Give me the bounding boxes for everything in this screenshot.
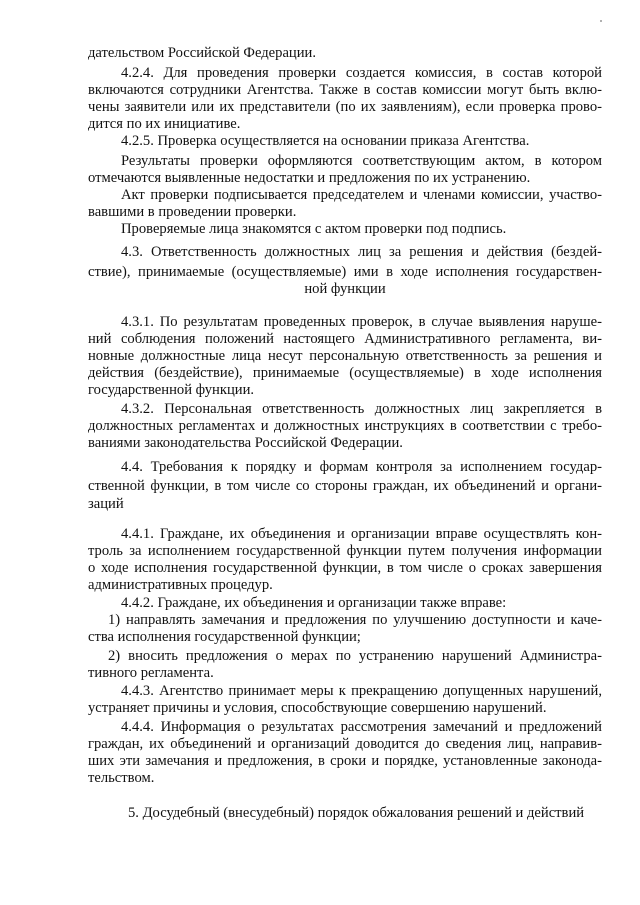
text-line: Проверяемые лица знакомятся с актом проверки под подпись. [121,221,507,237]
text-line: дательством Российской Федерации. [88,45,317,61]
text-line: должностных регламентах и должностных инструкциях в соответствии с требо- [88,418,602,434]
text-line: тельством. [88,770,155,786]
text-line: 4.4.2. Граждане, их объединения и организации также вправе: [121,595,507,611]
text-line: действия (бездействие), принимаемые (осуществляемые) в ходе исполнения [88,365,602,381]
section-heading-5: 5. Досудебный (внесудебный) порядок обжалования решений и действий [128,805,585,821]
text-line: троль за исполнением государственной функции путем получения информации [88,543,602,559]
text-line: дится по их инициативе. [88,116,241,132]
text-line: 4.4.3. Агентство принимает меры к прекращению допущенных нарушений, [121,683,602,699]
text-line: 4.3.2. Персональная ответственность должностных лиц закрепляется в [121,401,602,417]
section-heading-4-3: ной функции [304,281,386,297]
text-line: граждан, их объединений и организаций доводится до сведения лиц, направив- [88,736,602,752]
text-line: государственной функции. [88,382,255,398]
section-heading-4-4: 4.4. Требования к порядку и формам контроля за исполнением государ- [121,459,602,475]
list-item: ства исполнения государственной функции; [88,629,361,645]
text-line: отмечаются выявленные недостатки и предложения по их устранению. [88,170,531,186]
section-heading-4-4: заций [88,496,124,512]
text-line: новные должностные лица несут персональную ответственность за решения и [88,348,602,364]
text-line: административных процедур. [88,577,273,593]
list-item: тивного регламента. [88,665,214,681]
text-line: 4.2.4. Для проведения проверки создается комиссия, в состав которой [121,65,602,81]
text-line: вавшими в проведении проверки. [88,204,297,220]
text-line: 4.3.1. По результатам проведенных проверок, в случае выявления наруше- [121,314,602,330]
section-heading-4-3: 4.3. Ответственность должностных лиц за решения и действия (бездей- [121,244,602,260]
section-heading-4-3: ствие), принимаемые (осуществляемые) ими в ходе исполнения государствен- [88,264,602,280]
section-heading-4-4: ственной функции, в том числе со стороны граждан, их объединений и органи- [88,478,602,494]
text-line: устраняет причины и условия, способствующие совершению нарушений. [88,700,547,716]
scan-speck [600,20,602,22]
text-line: включаются сотрудники Агентства. Также в состав комиссии могут быть вклю- [88,82,602,98]
list-item: 1) направлять замечания и предложения по улучшению доступности и каче- [108,612,602,628]
text-line: 4.4.4. Информация о результатах рассмотрения замечаний и предложений [121,719,602,735]
text-line: Акт проверки подписывается председателем и членами комиссии, участво- [121,187,602,203]
text-line: чены заявители или их представители (по их заявлениям), если проверка прово- [88,99,602,115]
list-item: 2) вносить предложения о мерах по устранению нарушений Администра- [108,648,602,664]
text-line: ний соблюдения положений настоящего Административного регламента, ви- [88,331,602,347]
text-line: Результаты проверки оформляются соответствующим актом, в котором [121,153,602,169]
text-line: о ходе исполнения государственной функции, в том числе о сроках завершения [88,560,602,576]
text-line: 4.4.1. Граждане, их объединения и организации вправе осуществлять кон- [121,526,602,542]
text-line: ших эти замечания и предложения, в сроки и порядке, установленные законода- [88,753,602,769]
text-line: ваниями законодательства Российской Федерации. [88,435,403,451]
text-line: 4.2.5. Проверка осуществляется на основании приказа Агентства. [121,133,530,149]
